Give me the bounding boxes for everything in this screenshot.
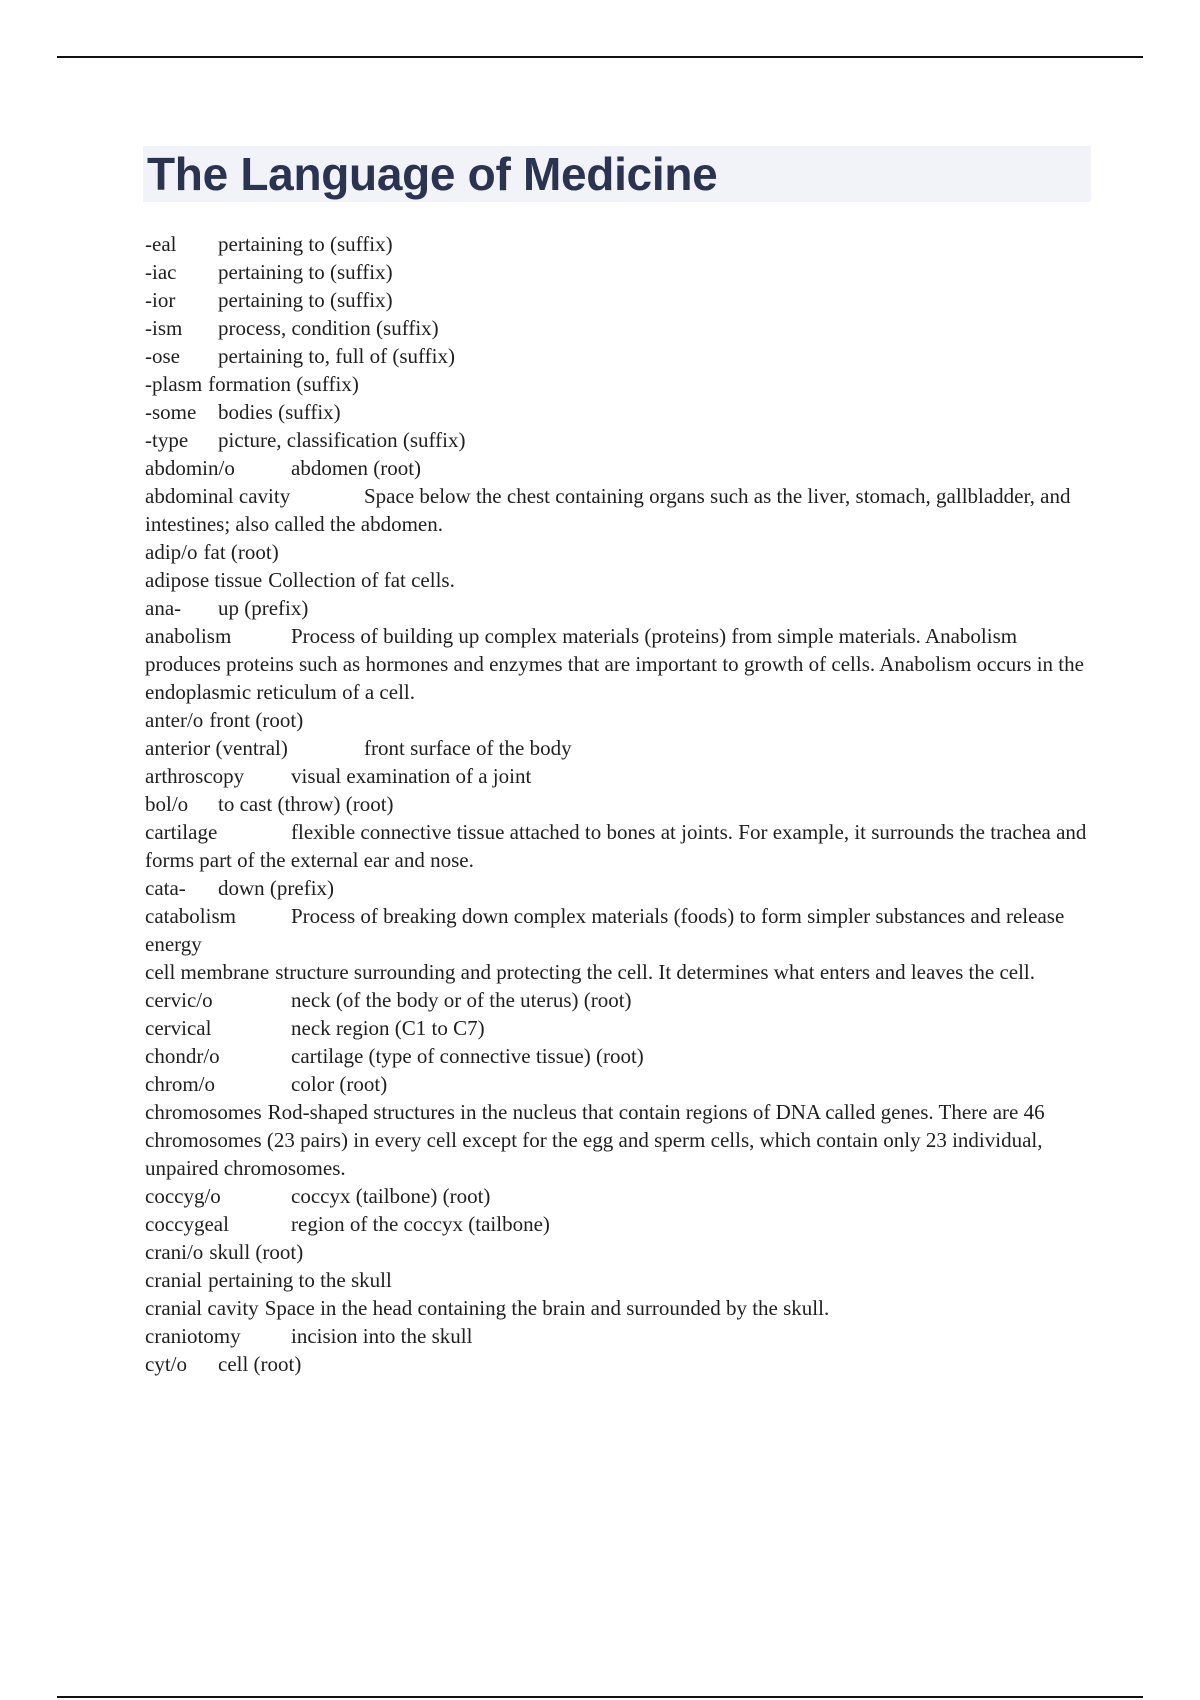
term-definition: Process of building up complex materials (proteins) from simple materials. Anabolism produces proteins such as hormones and enzymes that are important to growth of cells. Anabolism occurs in the endoplasmic reticulum of a cell.	[145, 624, 1084, 704]
term-definition: to cast (throw) (root)	[218, 792, 394, 816]
term-word: cyt/o	[145, 1352, 187, 1376]
term-entry	[145, 958, 1091, 986]
term-definition: neck (of the body or of the uterus) (root)	[291, 988, 632, 1012]
term-word: anter/o	[145, 708, 204, 732]
term-definition: pertaining to (suffix)	[218, 260, 393, 284]
term-definition: process, condition (suffix)	[218, 316, 439, 340]
term-word: coccyg/o	[145, 1184, 221, 1208]
term-entry	[145, 426, 1091, 454]
footer-rule	[57, 1696, 1143, 1698]
term-definition: cell (root)	[218, 1352, 302, 1376]
term-word: adipose tissue	[145, 568, 263, 592]
term-entry	[145, 286, 1091, 314]
term-word: ana-	[145, 596, 182, 620]
term-definition: color (root)	[291, 1072, 388, 1096]
term-word: cata-	[145, 876, 186, 900]
term-entry	[145, 1014, 1091, 1042]
term-word: abdominal cavity	[145, 484, 291, 508]
term-word: chondr/o	[145, 1044, 220, 1068]
term-entry	[145, 1210, 1091, 1238]
term-definition: pertaining to (suffix)	[218, 288, 393, 312]
term-definition: visual examination of a joint	[291, 764, 532, 788]
term-word: -ose	[145, 344, 180, 368]
term-entry	[145, 594, 1091, 622]
term-definition: skull (root)	[209, 1240, 304, 1264]
term-word: -some	[145, 400, 197, 424]
term-entry	[145, 790, 1091, 818]
term-entry	[145, 762, 1091, 790]
term-entry	[145, 1238, 1091, 1266]
term-definition: Process of breaking down complex materials (foods) to form simpler substances and release energy	[145, 904, 1065, 956]
term-definition: pertaining to the skull	[208, 1268, 392, 1292]
term-definition: picture, classification (suffix)	[218, 428, 466, 452]
term-entry	[145, 1266, 1091, 1294]
term-entry	[145, 258, 1091, 286]
term-word: adip/o	[145, 540, 198, 564]
term-word: bol/o	[145, 792, 189, 816]
term-word: cervic/o	[145, 988, 213, 1012]
term-definition: coccyx (tailbone) (root)	[291, 1184, 491, 1208]
term-word: crani/o	[145, 1240, 204, 1264]
term-definition: fat (root)	[203, 540, 279, 564]
term-definition: front surface of the body	[364, 736, 572, 760]
term-definition: flexible connective tissue attached to bones at joints. For example, it surrounds the trachea and forms part of the external ear and nose.	[145, 820, 1087, 872]
term-entry	[145, 818, 1091, 874]
term-definition: formation (suffix)	[208, 372, 359, 396]
term-entry	[145, 734, 1091, 762]
term-word: cranial	[145, 1268, 203, 1292]
term-definition: cartilage (type of connective tissue) (root)	[291, 1044, 644, 1068]
term-entry	[145, 370, 1091, 398]
term-definition: region of the coccyx (tailbone)	[291, 1212, 550, 1236]
term-word: -ior	[145, 288, 176, 312]
term-definition: pertaining to, full of (suffix)	[218, 344, 455, 368]
term-word: anabolism	[145, 624, 232, 648]
term-definition: abdomen (root)	[291, 456, 422, 480]
term-definition: bodies (suffix)	[218, 400, 341, 424]
term-entry	[145, 1042, 1091, 1070]
term-definition: pertaining to (suffix)	[218, 232, 393, 256]
term-entry	[145, 566, 1091, 594]
term-definition: Space below the chest containing organs such as the liver, stomach, gallbladder, and intestines; also called the abdomen.	[145, 484, 1071, 536]
term-word: anterior (ventral)	[145, 736, 288, 760]
term-entry	[145, 454, 1091, 482]
term-definition: front (root)	[209, 708, 304, 732]
term-word: abdomin/o	[145, 456, 235, 480]
term-entry	[145, 342, 1091, 370]
term-word: cervical	[145, 1016, 212, 1040]
term-word: coccygeal	[145, 1212, 229, 1236]
term-entry	[145, 314, 1091, 342]
term-word: catabolism	[145, 904, 236, 928]
term-entry	[145, 986, 1091, 1014]
term-word: arthroscopy	[145, 764, 245, 788]
term-word: craniotomy	[145, 1324, 241, 1348]
term-word: cell membrane	[145, 960, 270, 984]
term-entry	[145, 230, 1091, 258]
term-entry	[145, 1294, 1091, 1322]
term-word: -eal	[145, 232, 177, 256]
term-definition: Rod-shaped structures in the nucleus that contain regions of DNA called genes. There are 46 chromosomes (23 pairs) in every cell except for the egg and sperm cells, which contain only 23 individual, unpaired chromosomes.	[145, 1100, 1045, 1180]
header-rule	[57, 56, 1143, 58]
term-entry	[145, 1182, 1091, 1210]
term-entry	[145, 398, 1091, 426]
term-word: chromosomes	[145, 1100, 262, 1124]
term-word: -ism	[145, 316, 183, 340]
page-title: The Language of Medicine	[147, 148, 718, 200]
term-entry	[145, 902, 1091, 958]
term-entry	[145, 1322, 1091, 1350]
term-definition: Space in the head containing the brain and surrounded by the skull.	[264, 1296, 830, 1320]
term-definition: up (prefix)	[218, 596, 309, 620]
title-bar	[143, 146, 1091, 202]
term-entry	[145, 706, 1091, 734]
term-entry	[145, 1098, 1091, 1182]
term-definition: down (prefix)	[218, 876, 335, 900]
term-word: cranial cavity	[145, 1296, 259, 1320]
term-definition: incision into the skull	[291, 1324, 473, 1348]
term-word: -iac	[145, 260, 177, 284]
term-word: cartilage	[145, 820, 218, 844]
term-entry	[145, 1070, 1091, 1098]
term-word: -plasm	[145, 372, 203, 396]
term-entry	[145, 482, 1091, 538]
term-list	[145, 230, 1091, 1378]
term-definition: Collection of fat cells.	[268, 568, 455, 592]
term-entry	[145, 1350, 1091, 1378]
term-word: chrom/o	[145, 1072, 215, 1096]
term-definition: structure surrounding and protecting the cell. It determines what enters and leaves the cell.	[275, 960, 1036, 984]
term-entry	[145, 874, 1091, 902]
term-entry	[145, 622, 1091, 706]
term-definition: neck region (C1 to C7)	[291, 1016, 485, 1040]
term-word: -type	[145, 428, 189, 452]
term-entry	[145, 538, 1091, 566]
